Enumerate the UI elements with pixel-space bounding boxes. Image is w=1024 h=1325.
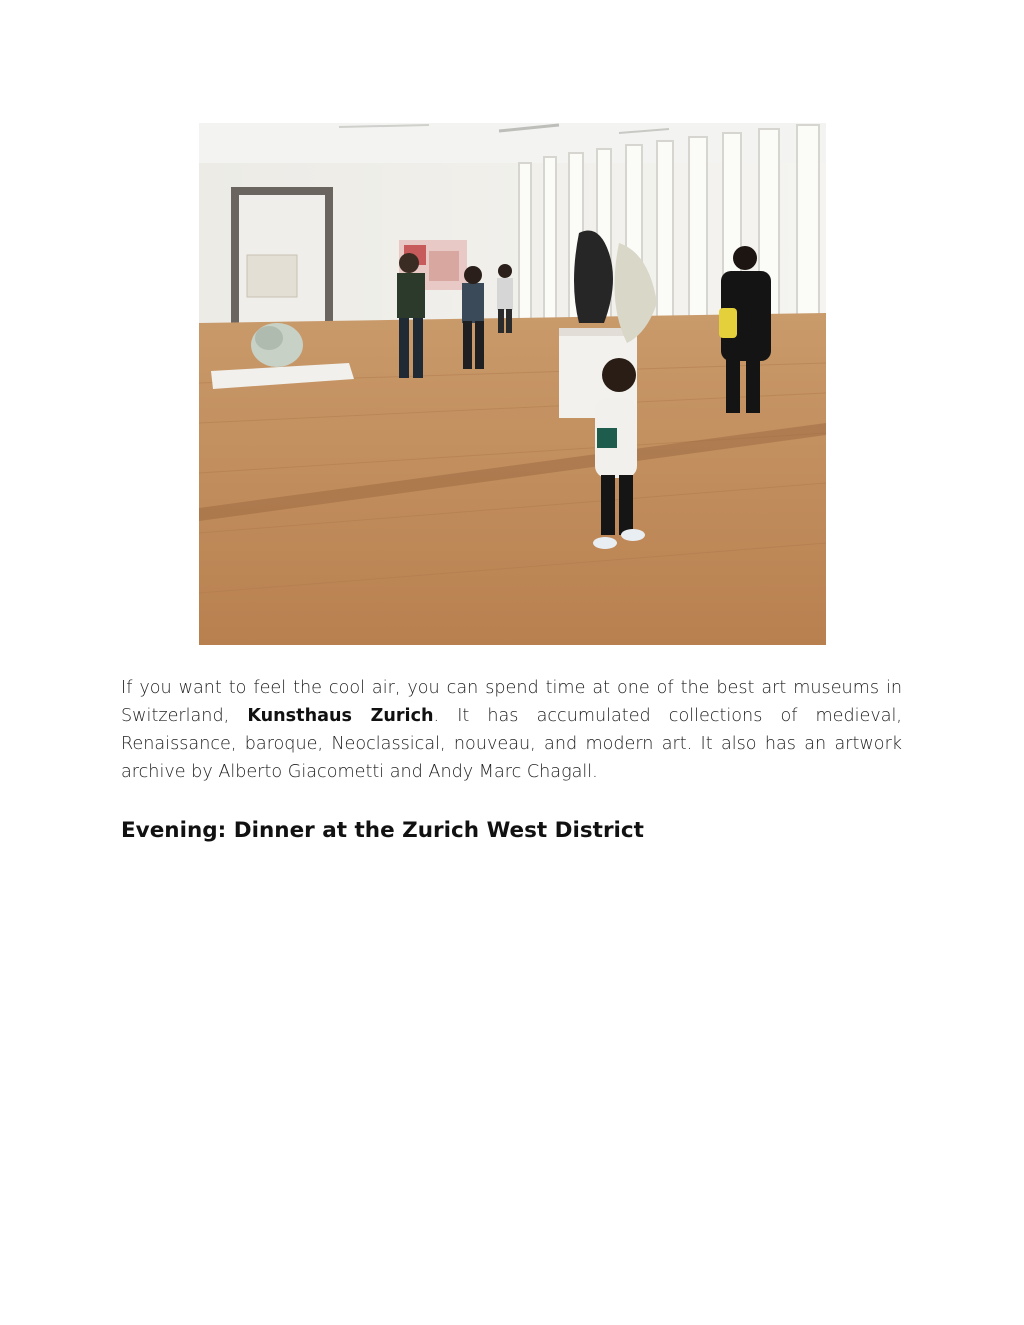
- museum-name: Kunsthaus Zurich: [247, 706, 434, 726]
- section-heading: Evening: Dinner at the Zurich West District: [121, 818, 644, 843]
- museum-gallery-photo: [199, 123, 826, 645]
- body-paragraph: [121, 674, 902, 786]
- paragraph-text-start: If you want to feel the cool air, you can spend time at one of the best art museums in Switzerland,: [121, 678, 902, 726]
- paragraph-text-end: . It has accumulated collections of medieval, Renaissance, baroque, Neoclassical, nouveau, and modern art. It also has an artwork archive by Alberto Giacometti and Andy Marc Chagall.: [121, 706, 902, 782]
